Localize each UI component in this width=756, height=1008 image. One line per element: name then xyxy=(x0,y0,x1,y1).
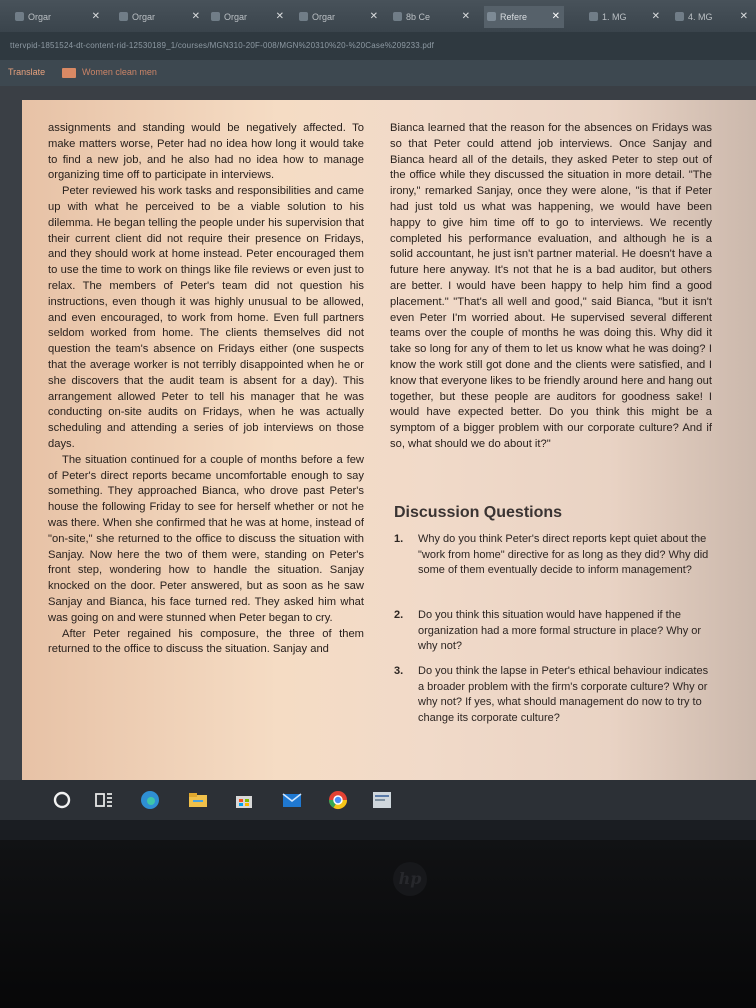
windows-taskbar xyxy=(0,780,756,820)
close-tab-icon[interactable]: ✕ xyxy=(551,11,560,22)
close-tab-icon[interactable]: ✕ xyxy=(191,11,200,22)
question-number: 3. xyxy=(394,665,404,677)
browser-tab[interactable]: Orgar ✕ xyxy=(208,6,288,28)
pdf-page xyxy=(22,100,756,780)
browser-tab[interactable]: Orgar ✕ xyxy=(296,6,382,28)
browser-tab-active[interactable]: Refere ✕ xyxy=(484,6,564,28)
browser-tab[interactable]: Orgar ✕ xyxy=(116,6,204,28)
question-text: Do you think the lapse in Peter's ethical behaviour indicates a broader problem with the firm's corporate culture? Why or why not? If yes, what should management do now to try to change its corporate culture? xyxy=(418,665,709,724)
discussion-questions-heading: Discussion Questions xyxy=(394,504,563,521)
tab-favicon-icon xyxy=(393,12,402,21)
question-text: Do you think this situation would have happened if the organization had a more formal structure in place? Why or why not? xyxy=(418,609,702,652)
paragraph: Peter reviewed his work tasks and responsibilities and came up with what he perceived to be a viable solution to his dilemma. He began telling the people under his supervision that their current client did not require their presence on Fridays, and they should work at home instead. Peter encouraged them to use the time to work on things like file reviews or even just to relax. The members of Peter's team did not question his instructions, even though it was highly unusual to be allowed, and even encouraged, to work from home. Even full partners seldom worked from home. The clients themselves did not question the team's absence on Fridays either (one suspects that the average worker is not terribly disappointed when he or she discovers that the audit team is absent for a day). This arrangement allowed Peter to tell his manager that he was conducting on-site audits on Fridays, when he was actually scheduling and attending a series of job interviews on those days. xyxy=(48,185,364,450)
translated-text: Women clean men xyxy=(82,67,157,77)
file-explorer-icon[interactable] xyxy=(186,788,210,812)
tab-favicon-icon xyxy=(299,12,308,21)
close-tab-icon[interactable]: ✕ xyxy=(739,11,748,22)
paragraph: assignments and standing would be negatively affected. To make matters worse, Peter had no idea how long it would take to find a new job, and he also had no idea how to manage organizing time off to participate in interviews. xyxy=(48,122,364,182)
document-app-icon[interactable] xyxy=(370,788,394,812)
tab-favicon-icon xyxy=(675,12,684,21)
close-tab-icon[interactable]: ✕ xyxy=(91,11,100,22)
translate-button[interactable]: Translate xyxy=(8,67,46,77)
address-bar[interactable] xyxy=(0,32,756,60)
close-tab-icon[interactable]: ✕ xyxy=(461,11,470,22)
laptop-bezel xyxy=(0,840,756,1008)
chrome-icon[interactable] xyxy=(326,788,350,812)
mail-icon[interactable] xyxy=(280,788,304,812)
close-tab-icon[interactable]: ✕ xyxy=(651,11,660,22)
tab-favicon-icon xyxy=(211,12,220,21)
question-number: 2. xyxy=(394,609,404,621)
paragraph: The situation continued for a couple of months before a few of Peter's direct reports became uncomfortable enough to say something. They approached Bianca, who drove past Peter's house the following Friday to see for herself whether or not he was there. When she confirmed that he was at home, instead of "on-site," she returned to the office to discuss the situation with Sanjay. Now here the two of them were, standing on Peter's front step, wondering how to handle the situation. Sanjay knocked on the door. Peter answered, but as soon as he saw Sanjay and Bianca, his face turned red. They asked him what was going on and were stunned when Peter began to cry. xyxy=(48,453,364,624)
tab-favicon-icon xyxy=(487,12,496,21)
store-icon[interactable] xyxy=(232,788,256,812)
close-tab-icon[interactable]: ✕ xyxy=(369,11,378,22)
browser-tab[interactable]: 4. MG ✕ xyxy=(672,6,752,28)
paragraph: Bianca learned that the reason for the absences on Fridays was so that Peter could attend job interviews. Once Sanjay and Bianca heard all of the details, they asked Peter to step out of the office while they discussed the situation in more detail. "The irony," remarked Sanjay, once they were alone, "is that if Peter had just told us what was happening, we would have been happy to give him time off to go to interviews. We recently completed his performance evaluation, and although he is a solid accountant, he just isn't partner material. He doesn't have a future here anyway. It's not that he is a bad auditor, but others are better. I would have been happy to help him find a good placement." "That's all well and good," said Bianca, "but it isn't even Peter I'm worried about. He supervised several different teams over the couple of months he was doing this. Why did it take so long for any of them to let us know what he was doing? I know the work still got done and the clients were satisfied, and I know that everyone likes to be friendly around here and hang out together, but these people are auditors for goodness sake! I would have expected better. Do you think this might be a symptom of a bigger problem with our corporate culture? And if so, what should we do about it?" xyxy=(390,122,712,450)
tab-favicon-icon xyxy=(119,12,128,21)
question-text: Why do you think Peter's direct reports kept quiet about the "work from home" directive for as long as they did? Why did some of them eventually decide to inform management? xyxy=(418,533,709,576)
edge-icon[interactable] xyxy=(138,788,162,812)
browser-tab-bar xyxy=(0,0,756,32)
browser-tab[interactable]: Orgar ✕ xyxy=(12,6,104,28)
task-view-icon[interactable] xyxy=(92,788,116,812)
screen-bottom-edge xyxy=(0,820,756,840)
browser-tab[interactable]: 8b Ce ✕ xyxy=(390,6,474,28)
translate-icon[interactable] xyxy=(62,68,76,78)
tab-favicon-icon xyxy=(589,12,598,21)
url-text[interactable]: ttervpid-1851524-dt-content-rid-12530189_1/courses/MGN310-20F-008/MGN%20310%20-%20Case%209233.pdf xyxy=(10,41,435,50)
paragraph: After Peter regained his composure, the three of them returned to the office to discuss the situation. Sanjay and xyxy=(48,627,364,656)
hp-logo: hp xyxy=(393,862,427,896)
tab-favicon-icon xyxy=(15,12,24,21)
translate-toolbar xyxy=(0,60,756,86)
left-column xyxy=(48,121,364,658)
close-tab-icon[interactable]: ✕ xyxy=(275,11,284,22)
browser-tab[interactable]: 1. MG ✕ xyxy=(586,6,664,28)
right-column xyxy=(390,121,712,453)
question-number: 1. xyxy=(394,533,404,545)
start-icon[interactable] xyxy=(50,788,74,812)
